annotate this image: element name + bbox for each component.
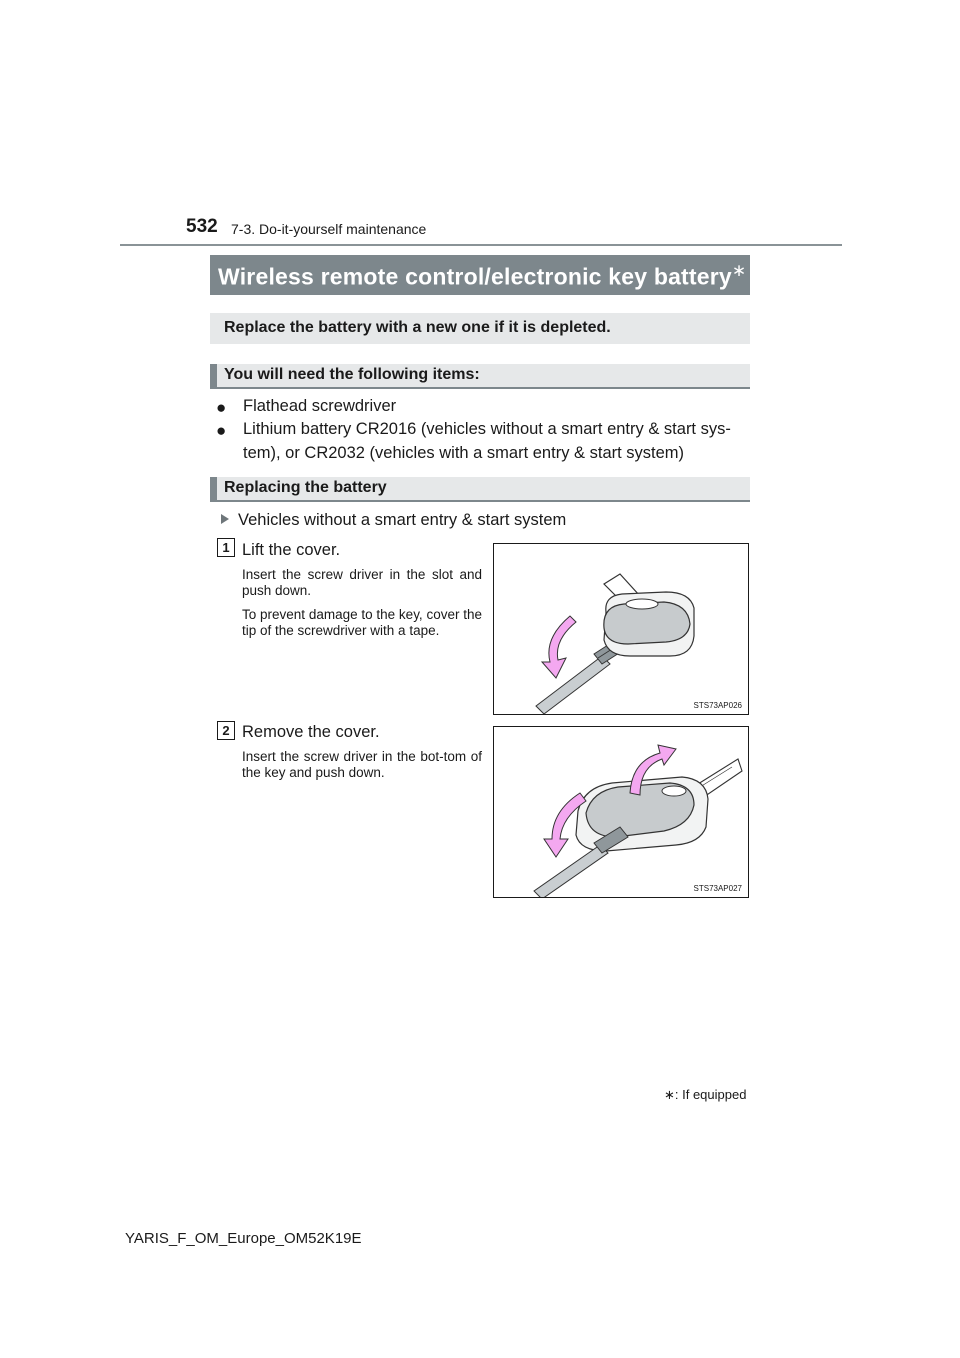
- bullet-icon: ●: [216, 398, 227, 417]
- figure-code: STS73AP026: [693, 701, 742, 710]
- replacing-heading-text: Replacing the battery: [224, 479, 387, 496]
- vehicle-condition: [221, 511, 566, 530]
- remove-cover-illustration: [494, 727, 749, 898]
- footnote-if-equipped: ∗: If equipped: [664, 1087, 747, 1102]
- step-1-desc-para: Insert the screw driver in the slot and push down.: [242, 567, 482, 598]
- step-1-title: Lift the cover.: [242, 541, 341, 559]
- bullet-icon: ●: [216, 421, 227, 440]
- items-needed-heading-text: You will need the following items:: [224, 366, 480, 383]
- figure-remove-cover: [493, 726, 749, 898]
- vehicle-condition-text: Vehicles without a smart entry & start system: [238, 511, 567, 529]
- list-item-text: Flathead screwdriver: [243, 397, 397, 415]
- list-item-text: tem), or CR2032 (vehicles with a smart entry & start system): [243, 444, 685, 462]
- step-number-2: 2: [217, 721, 235, 740]
- section-title-bar: [210, 255, 750, 295]
- step-number-1: 1: [217, 538, 235, 557]
- step-2-title: Remove the cover.: [242, 723, 380, 741]
- step-1-desc-para: To prevent damage to the key, cover the tip of the screwdriver with a tape.: [242, 607, 482, 638]
- replace-note-text: Replace the battery with a new one if it is depleted.: [224, 319, 611, 336]
- step-2-description: [242, 749, 482, 789]
- replacing-heading: [210, 477, 750, 502]
- section-title: [218, 261, 746, 291]
- items-needed-heading: [210, 364, 750, 389]
- figure-lift-cover: [493, 543, 749, 715]
- step-1-description: [242, 567, 482, 647]
- step-2-desc-para: Insert the screw driver in the bot-tom of the key and push down.: [242, 749, 482, 780]
- page-number: 532: [186, 216, 218, 237]
- header-divider: [120, 244, 842, 246]
- list-item-text: Lithium battery CR2016 (vehicles without a smart entry & start sys-: [243, 420, 731, 438]
- if-equipped-star: ∗: [731, 261, 747, 280]
- document-footer: YARIS_F_OM_Europe_OM52K19E: [125, 1230, 362, 1247]
- lift-cover-illustration: [494, 544, 749, 715]
- section-title-text: Wireless remote control/electronic key battery: [218, 263, 732, 290]
- triangle-bullet-icon: [221, 514, 229, 524]
- replace-note-box: [210, 313, 750, 344]
- figure-code: STS73AP027: [693, 884, 742, 893]
- section-reference: 7-3. Do-it-yourself maintenance: [231, 221, 427, 237]
